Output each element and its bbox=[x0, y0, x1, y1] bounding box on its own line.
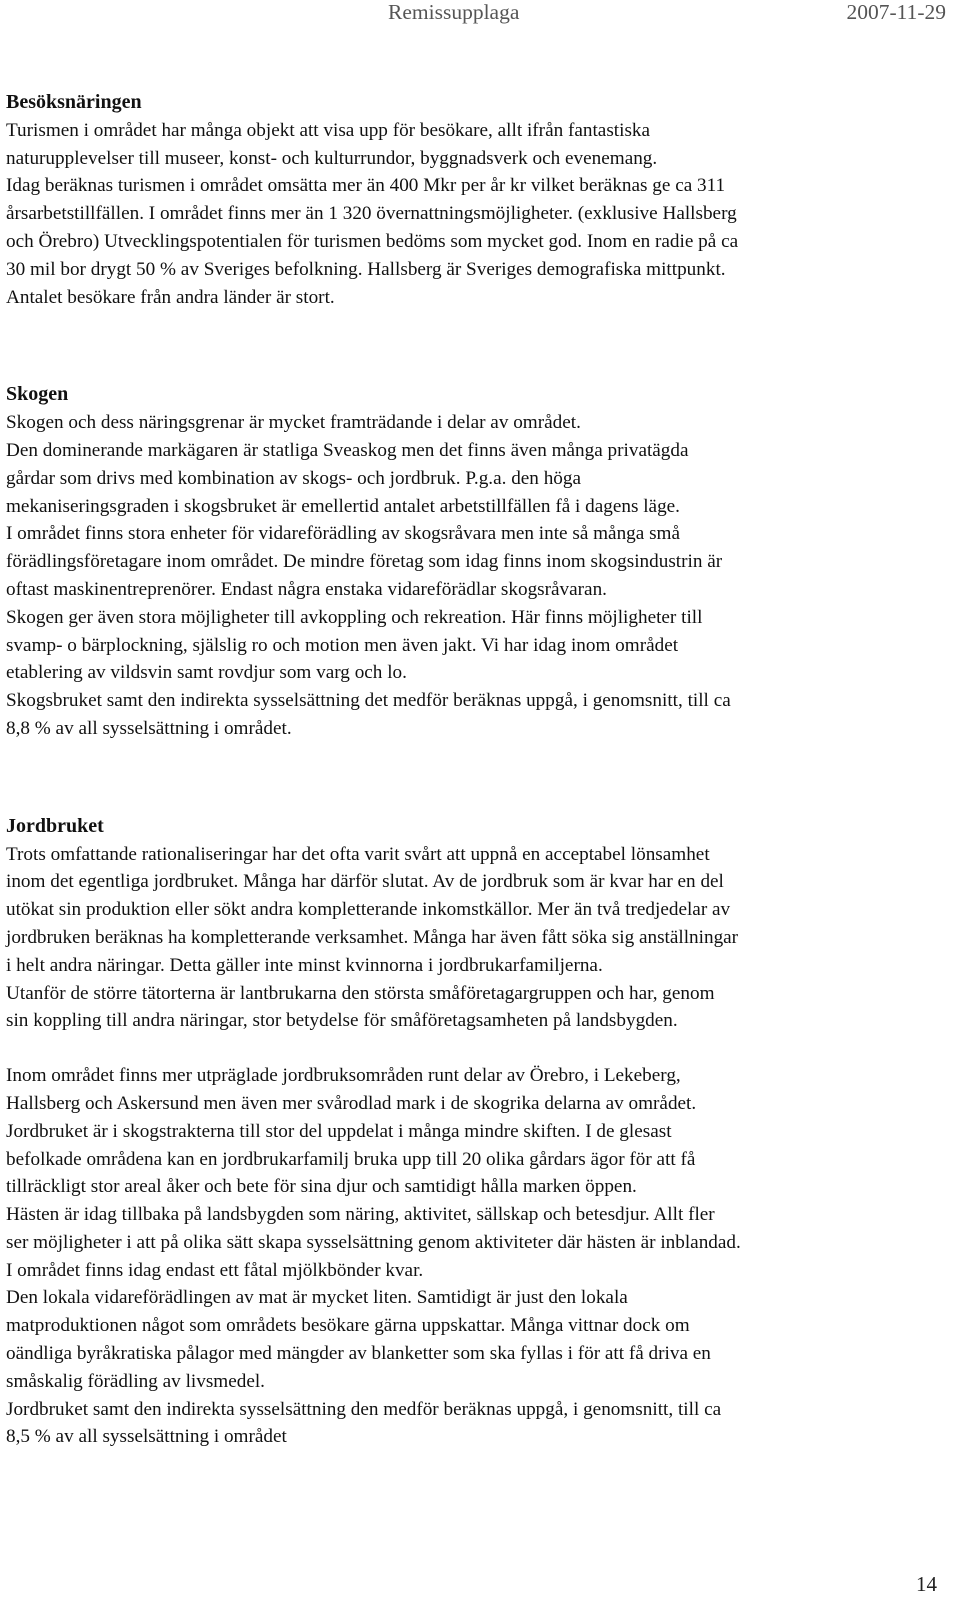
text-line: tillräckligt stor areal åker och bete för sina djur och samtidigt hålla marken öppen. bbox=[6, 1176, 637, 1198]
text-line: matproduktionen något som områdets besökare gärna uppskattar. Många vittnar dock om bbox=[6, 1315, 690, 1337]
section-jordbruket bbox=[6, 813, 946, 1452]
page-number: 14 bbox=[916, 1572, 937, 1596]
text-line: Hästen är idag tillbaka på landsbygden som näring, aktivitet, sällskap och betesdjur. Allt fler bbox=[6, 1204, 715, 1226]
section-paragraph bbox=[6, 1062, 946, 1451]
section-paragraph bbox=[6, 117, 946, 312]
page-header bbox=[0, 0, 960, 32]
text-line: Skogen ger även stora möjligheter till avkoppling och rekreation. Här finns möjligheter till bbox=[6, 606, 703, 628]
text-line: naturupplevelser till museer, konst- och kulturrundor, byggnadsverk och evenemang. bbox=[6, 147, 658, 169]
text-line: Turismen i området har många objekt att visa upp för besökare, allt ifrån fantastiska bbox=[6, 119, 651, 141]
text-line: oftast maskinentreprenörer. Endast några enstaka vidareförädlar skogsråvaran. bbox=[6, 578, 607, 600]
text-line: I området finns idag endast ett fåtal mjölkbönder kvar. bbox=[6, 1259, 424, 1281]
document-content bbox=[6, 89, 946, 1451]
text-line: 30 mil bor drygt 50 % av Sveriges befolkning. Hallsberg är Sveriges demografiska mittpunkt. bbox=[6, 258, 726, 280]
text-line: jordbruken beräknas ha kompletterande verksamhet. Många har även fått söka sig anställningar bbox=[6, 926, 739, 948]
text-line: sin koppling till andra näringar, stor betydelse för småföretagsamheten på landsbygden. bbox=[6, 1010, 678, 1032]
text-line: 8,5 % av all sysselsättning i området bbox=[6, 1426, 287, 1448]
text-line: etablering av vildsvin samt rovdjur som varg och lo. bbox=[6, 662, 407, 684]
text-line: Hallsberg och Askersund men även mer svårodlad mark i de skogrika delarna av området. bbox=[6, 1092, 697, 1114]
text-line: oändliga byråkratiska pålagor med mängder av blanketter som ska fyllas i för att få driva en bbox=[6, 1343, 711, 1365]
text-line: i helt andra näringar. Detta gäller inte minst kvinnorna i jordbrukarfamiljerna. bbox=[6, 954, 603, 976]
paragraph-gap bbox=[6, 1035, 946, 1062]
section-title: Besöksnäringen bbox=[6, 91, 142, 113]
text-line: gårdar som drivs med kombination av skogs- och jordbruk. P.g.a. den höga bbox=[6, 467, 581, 489]
section-paragraph bbox=[6, 409, 946, 743]
section-gap bbox=[6, 311, 946, 381]
text-line: Skogsbruket samt den indirekta sysselsättning det medför beräknas uppgå, i genomsnitt, till ca bbox=[6, 690, 731, 712]
text-line: Jordbruket är i skogstrakterna till stor del uppdelat i många mindre skiften. I de glesast bbox=[6, 1120, 672, 1142]
text-line: Antalet besökare från andra länder är stort. bbox=[6, 286, 335, 308]
text-line: årsarbetstillfällen. I området finns mer än 1 320 övernattningsmöjligheter. (exklusive Hallsberg bbox=[6, 203, 737, 225]
section-title: Jordbruket bbox=[6, 814, 104, 837]
text-line: Skogen och dess näringsgrenar är mycket framträdande i delar av området. bbox=[6, 412, 581, 434]
section-title: Skogen bbox=[6, 383, 69, 406]
text-line: mekaniseringsgraden i skogsbruket är emellertid antalet arbetstillfällen få i dagens läge. bbox=[6, 495, 680, 517]
text-line: Den dominerande markägaren är statliga Sveaskog men det finns även många privatägda bbox=[6, 439, 689, 461]
text-line: ser möjligheter i att på olika sätt skapa sysselsättning genom aktiviteter där hästen är inblandad. bbox=[6, 1231, 741, 1253]
text-line: småskalig förädling av livsmedel. bbox=[6, 1370, 265, 1392]
text-line: Utanför de större tätorterna är lantbrukarna den största småföretagargruppen och har, genom bbox=[6, 982, 715, 1004]
section-paragraph bbox=[6, 841, 946, 1036]
text-line: Den lokala vidareförädlingen av mat är mycket liten. Samtidigt är just den lokala bbox=[6, 1287, 628, 1309]
text-line: Idag beräknas turismen i området omsätta mer än 400 Mkr per år kr vilket beräknas ge ca 311 bbox=[6, 175, 726, 197]
text-line: 8,8 % av all sysselsättning i området. bbox=[6, 717, 292, 739]
header-label: Remissupplaga bbox=[388, 0, 520, 24]
header-date: 2007-11-29 bbox=[846, 0, 946, 24]
text-line: och Örebro) Utvecklingspotentialen för turismen bedöms som mycket god. Inom en radie på ca bbox=[6, 230, 739, 252]
text-line: inom det egentliga jordbruket. Många har därför slutat. Av de jordbruk som är kvar har en del bbox=[6, 871, 724, 893]
text-line: Inom området finns mer utpräglade jordbruksområden runt delar av Örebro, i Lekeberg, bbox=[6, 1065, 681, 1087]
text-line: befolkade områdena kan en jordbrukarfamilj bruka upp till 20 olika gårdars ägor för att få bbox=[6, 1148, 696, 1170]
section-skogen bbox=[6, 381, 946, 742]
text-line: svamp- o bärplockning, själslig ro och motion men även jakt. Vi har idag inom området bbox=[6, 634, 679, 656]
section-besoksnaringen bbox=[6, 89, 946, 311]
text-line: Trots omfattande rationaliseringar har det ofta varit svårt att uppnå en acceptabel lönsamhet bbox=[6, 843, 710, 865]
text-line: I området finns stora enheter för vidareförädling av skogsråvara men inte så många små bbox=[6, 523, 680, 545]
section-gap bbox=[6, 743, 946, 813]
text-line: utökat sin produktion eller sökt andra kompletterande inkomstkällor. Mer än två tredjedelar av bbox=[6, 899, 731, 921]
text-line: förädlingsföretagare inom området. De mindre företag som idag finns inom skogsindustrin är bbox=[6, 551, 723, 573]
text-line: Jordbruket samt den indirekta sysselsättning den medför beräknas uppgå, i genomsnitt, till ca bbox=[6, 1398, 722, 1420]
